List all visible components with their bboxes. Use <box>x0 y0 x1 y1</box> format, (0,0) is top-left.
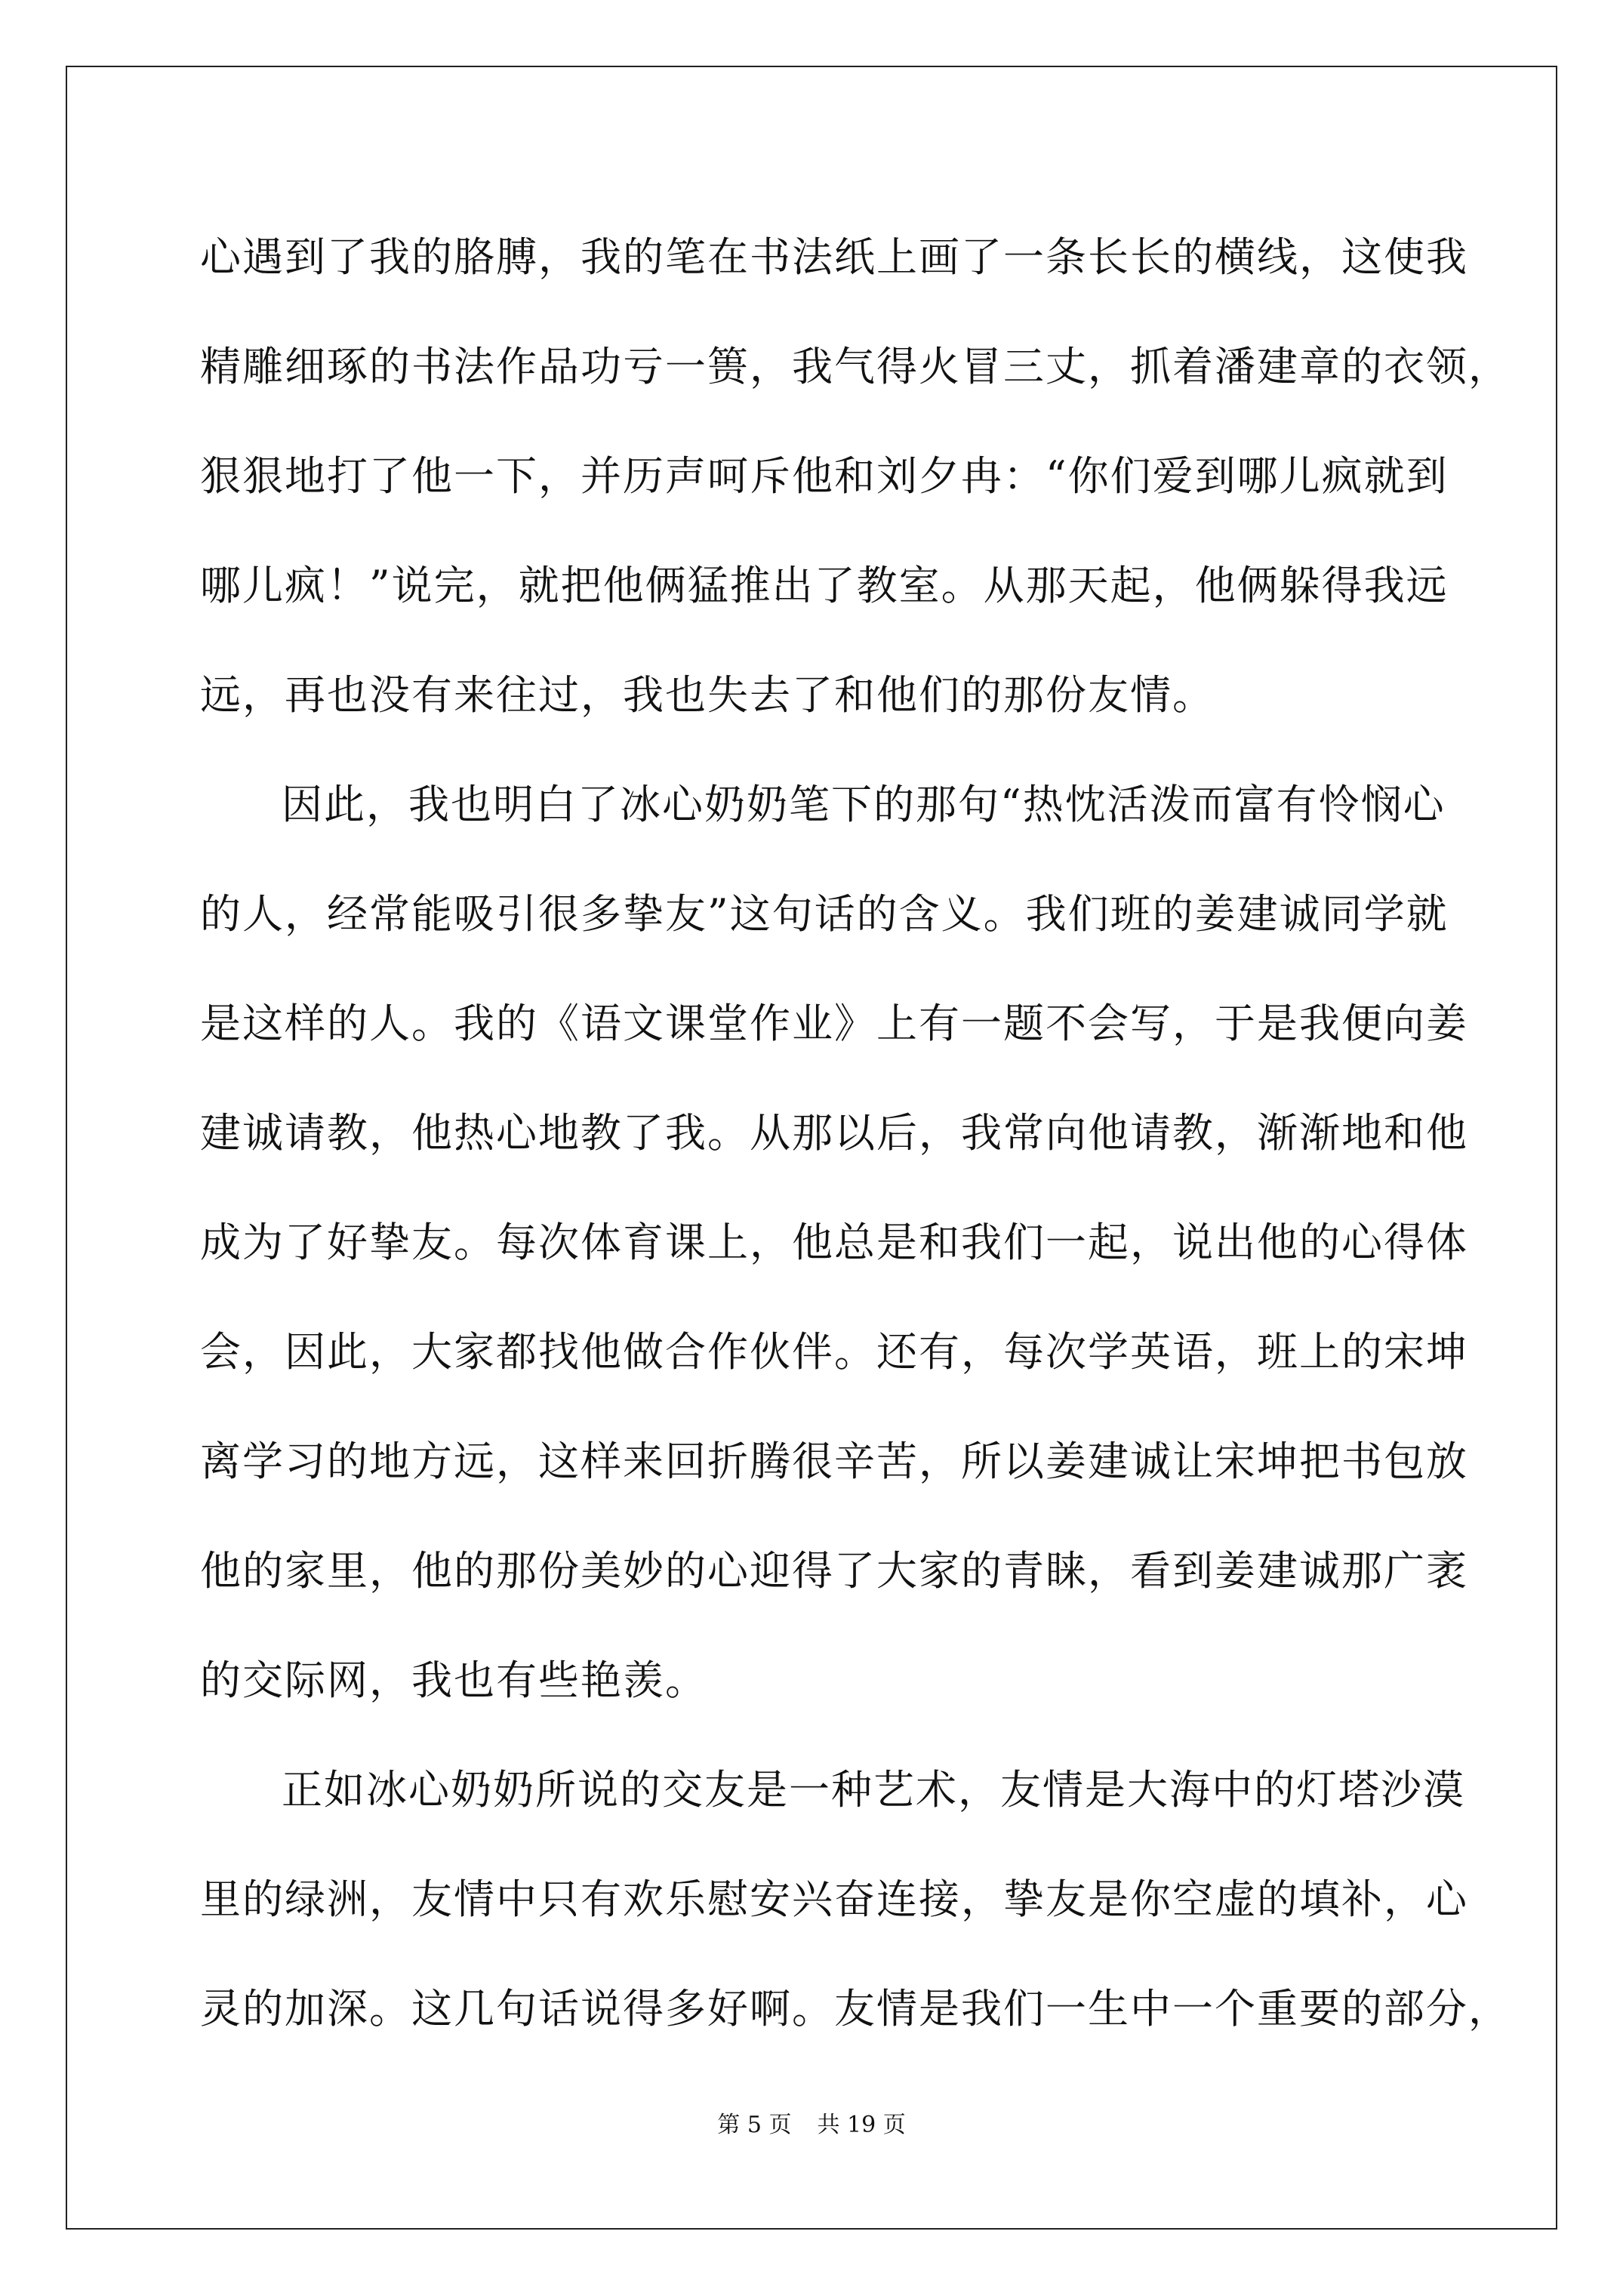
paragraph-line: 精雕细琢的书法作品功亏一篑，我气得火冒三丈，抓着潘建章的衣领， <box>200 343 1511 390</box>
page-number: 第 5 页 <box>717 2112 792 2138</box>
paragraph-line: 是这样的人。我的《语文课堂作业》上有一题不会写，于是我便向姜 <box>200 1000 1468 1047</box>
paragraph-first-line: 正如冰心奶奶所说的交友是一种艺术，友情是大海中的灯塔沙漠 <box>282 1766 1465 1814</box>
paragraph-line: 心遇到了我的胳膊，我的笔在书法纸上画了一条长长的横线，这使我 <box>200 233 1468 281</box>
paragraph-line: 成为了好挚友。每次体育课上，他总是和我们一起，说出他的心得体 <box>200 1219 1468 1266</box>
page-total: 共 19 页 <box>817 2112 906 2138</box>
paragraph-line: 远，再也没有来往过，我也失去了和他们的那份友情。 <box>200 671 1215 719</box>
paragraph-line: 灵的加深。这几句话说得多好啊。友情是我们一生中一个重要的部分， <box>200 1985 1511 2032</box>
paragraph-line: 建诚请教，他热心地教了我。从那以后，我常向他请教，渐渐地和他 <box>200 1109 1468 1157</box>
paragraph-line: 的人，经常能吸引很多挚友”这句话的含义。我们班的姜建诚同学就 <box>200 890 1449 938</box>
paragraph-line: 狠狠地打了他一下，并历声呵斥他和刘夕冉：“你们爱到哪儿疯就到 <box>200 452 1449 500</box>
page-footer <box>0 2110 1623 2140</box>
paragraph-line: 离学习的地方远，这样来回折腾很辛苦，所以姜建诚让宋坤把书包放 <box>200 1438 1468 1485</box>
paragraph-line: 会，因此，大家都找他做合作伙伴。还有，每次学英语，班上的宋坤 <box>200 1328 1468 1376</box>
paragraph-line: 的交际网，我也有些艳羡。 <box>200 1657 707 1704</box>
paragraph-line: 哪儿疯！”说完，就把他俩猛推出了教室。从那天起，他俩躲得我远 <box>200 562 1449 609</box>
paragraph-first-line: 因此，我也明白了冰心奶奶笔下的那句“热忱活泼而富有怜悯心 <box>282 781 1446 828</box>
paragraph-line: 里的绿洲，友情中只有欢乐慰安兴奋连接，挚友是你空虚的填补，心 <box>200 1875 1468 1923</box>
paragraph-line: 他的家里，他的那份美妙的心迎得了大家的青睐，看到姜建诚那广袤 <box>200 1547 1468 1595</box>
